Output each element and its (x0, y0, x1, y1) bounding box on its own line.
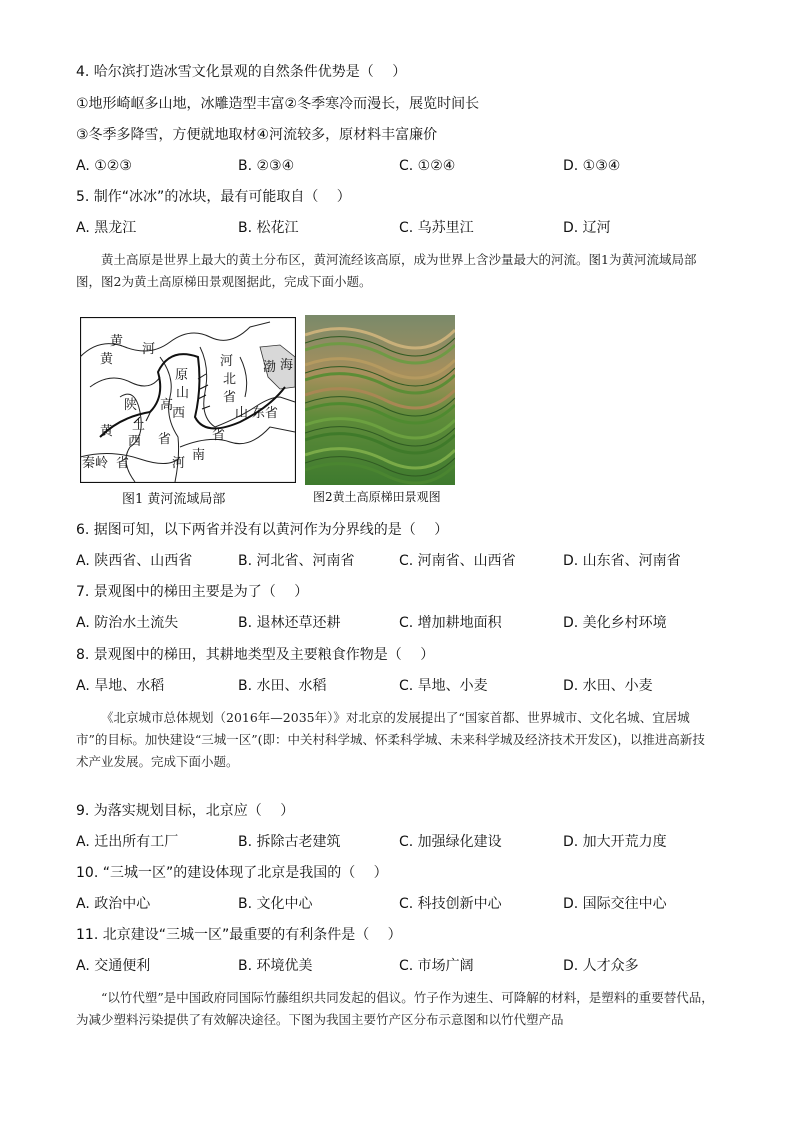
passage-beijing: 《北京城市总体规划（2016年—2035年）》对北京的发展提出了“国家首都、世界城市、文化名城、宜居城市”的目标。加快建设“三城一区”(即：中关村科学城、怀柔科学城、未来科学城及经济技术开发区)，以推进高新技术产业发展。完成下面小题。 (76, 710, 705, 769)
map-label: 西 (172, 406, 186, 421)
map-label: 省 (158, 432, 172, 447)
option-d: D. ①③④ (563, 158, 621, 174)
q4-stem: 4. 哈尔滨打造冰雪文化景观的自然条件优势是（ ） (76, 64, 407, 80)
option-a: A. 迁出所有工厂 (76, 834, 179, 850)
map-label: 东省 (252, 406, 279, 421)
option-b: B. 河北省、河南省 (238, 553, 355, 569)
map-label: 原 (175, 368, 189, 383)
q4-options (76, 156, 716, 176)
figure2-caption: 图2黄土高原梯田景观图 (313, 490, 441, 504)
q4-statement-line: ③冬季多降雪，方便就地取材④河流较多，原材料丰富廉价 (76, 127, 438, 143)
map-label: 南 (192, 448, 206, 463)
map-label: 黄 (100, 424, 114, 439)
map-label: 河 (172, 456, 186, 471)
option-b: B. 退林还草还耕 (238, 615, 341, 631)
option-b: B. 拆除古老建筑 (238, 834, 341, 850)
map-label: 高 (160, 398, 174, 413)
map-label: 西 (128, 434, 142, 449)
option-c: C. 增加耕地面积 (399, 615, 502, 631)
option-a: A. 陕西省、山西省 (76, 553, 193, 569)
option-a: A. 防治水土流失 (76, 615, 179, 631)
option-d: D. 水田、小麦 (563, 678, 653, 694)
option-c: C. 加强绿化建设 (399, 834, 502, 850)
map-label: 秦岭 (82, 456, 109, 471)
option-a: A. ①②③ (76, 158, 132, 174)
option-c: C. 乌苏里江 (399, 220, 474, 236)
option-b: B. ②③④ (238, 158, 295, 174)
option-d: D. 加大开荒力度 (563, 834, 667, 850)
map-label: 省 (223, 390, 237, 405)
q10-options (76, 894, 716, 914)
q10-stem: 10. “三城一区”的建设体现了北京是我国的（ ） (76, 865, 388, 881)
option-c: C. 旱地、小麦 (399, 678, 488, 694)
option-b: B. 文化中心 (238, 896, 313, 912)
option-a: A. 交通便利 (76, 958, 151, 974)
map-label: 河 (142, 342, 156, 357)
q7-stem: 7. 景观图中的梯田主要是为了（ ） (76, 584, 309, 600)
option-a: A. 黑龙江 (76, 220, 137, 236)
option-d: D. 山东省、河南省 (563, 553, 681, 569)
figure1-caption: 图1 黄河流域局部 (122, 492, 226, 507)
q11-stem: 11. 北京建设“三城一区”最重要的有利条件是（ ） (76, 927, 402, 943)
q6-stem: 6. 据图可知，以下两省并没有以黄河作为分界线的是（ ） (76, 522, 449, 538)
q11-options (76, 956, 716, 976)
passage-bamboo: “以竹代塑”是中国政府同国际竹藤组织共同发起的倡议。竹子作为速生、可降解的材料，是塑料的重要替代品，为减少塑料污染提供了有效解决途径。下图为我国主要竹产区分布示意图和以竹代塑产品 (76, 990, 714, 1027)
map-label: 陕 (124, 398, 138, 413)
option-c: C. 河南省、山西省 (399, 553, 516, 569)
figure1-map (80, 317, 296, 483)
option-b: B. 水田、水稻 (238, 678, 327, 694)
option-c: C. 科技创新中心 (399, 896, 502, 912)
passage-yellow-river: 黄土高原是世界上最大的黄土分布区，黄河流经该高原，成为世界上含沙量最大的河流。图1为黄河流域局部图，图2为黄土高原梯田景观图据此，完成下面小题。 (76, 252, 697, 289)
q5-options (76, 218, 716, 238)
q9-options (76, 832, 716, 852)
q6-options (76, 551, 716, 571)
option-d: D. 国际交往中心 (563, 896, 667, 912)
map-label: 北 (223, 372, 237, 387)
map-label: 土 (132, 418, 146, 433)
option-c: C. ①②④ (399, 158, 456, 174)
map-label: 黄 (100, 352, 114, 367)
option-d: D. 人才众多 (563, 958, 639, 974)
map-label: 山 (176, 386, 190, 401)
option-c: C. 市场广阔 (399, 958, 474, 974)
option-d: D. 美化乡村环境 (563, 615, 667, 631)
map-label: 山 (235, 406, 249, 421)
option-b: B. 环境优美 (238, 958, 313, 974)
map-label: 省 (212, 428, 226, 443)
q9-stem: 9. 为落实规划目标，北京应（ ） (76, 803, 295, 819)
q5-stem: 5. 制作“冰冰”的冰块，最有可能取自（ ） (76, 189, 351, 205)
q8-options (76, 676, 716, 696)
option-a: A. 旱地、水稻 (76, 678, 165, 694)
q7-options (76, 613, 716, 633)
map-label: 海 (280, 358, 294, 373)
map-label: 黄 (110, 334, 124, 349)
q8-stem: 8. 景观图中的梯田，其耕地类型及主要粮食作物是（ ） (76, 647, 435, 663)
option-d: D. 辽河 (563, 220, 611, 236)
q4-statement-line: ①地形崎岖多山地，冰雕造型丰富②冬季寒冷而漫长，展览时间长 (76, 96, 480, 112)
map-label: 河 (220, 354, 234, 369)
map-label: 渤 (263, 360, 277, 375)
option-b: B. 松花江 (238, 220, 299, 236)
figure2-photo (305, 315, 455, 485)
map-label: 省 (116, 456, 130, 471)
option-a: A. 政治中心 (76, 896, 151, 912)
